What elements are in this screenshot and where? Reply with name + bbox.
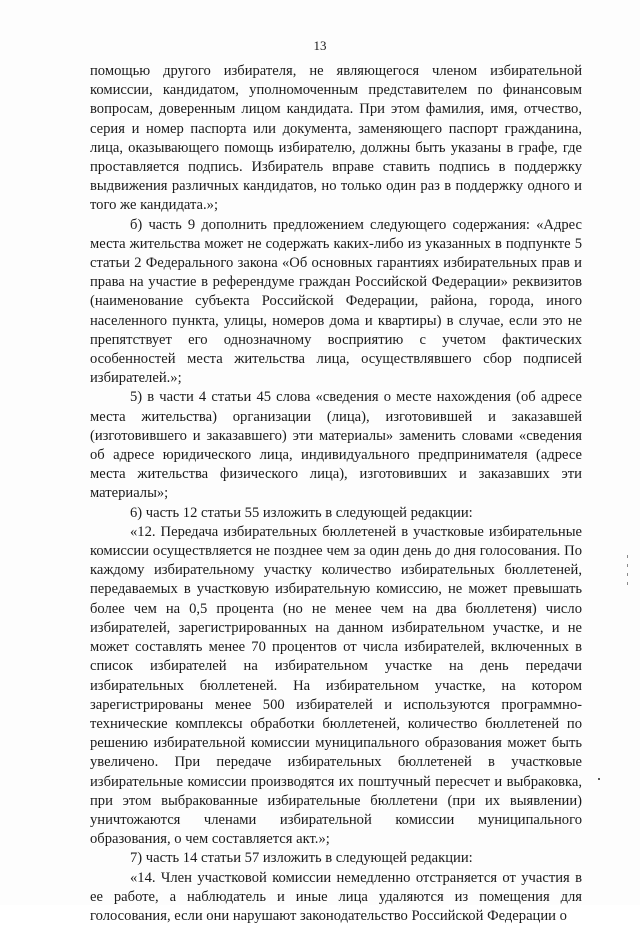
scan-margin-marks — [626, 555, 630, 595]
paragraph-part-12: «12. Передача избирательных бюллетеней в участковые избирательные комиссии осуществляется не позднее чем за один день до дня голосования. По каждому избирательному участку количество избирательных бюллетеней, передаваемых в участковую избирательную комиссию, не может превышать более чем на 0,5 процента (но не менее чем на два бюллетеня) число избирателей, зарегистрированных на данном избирательном участке, и не может составлять менее 70 процентов от числа избирателей, включенных в список избирателей на избирательном участке на день передачи избирательных бюллетеней. На избирательном участке, на котором зарегистрированы менее 500 избирателей и используются программно-технические комплексы обработки бюллетеней, количество бюллетеней по решению избирательной комиссии муниципального образования может быть увеличено. При передаче избирательных бюллетеней в участковые избирательные комиссии производятся их поштучный пересчет и выбраковка, при этом выбракованные избирательные бюллетени (при их выявлении) уничтожаются членами избирательной комиссии муниципального образования, о чем составляется акт.»; — [90, 523, 582, 848]
paragraph-item-7: 7) часть 14 статьи 57 изложить в следующей редакции: — [130, 850, 473, 867]
paragraph-part-14: «14. Член участковой комиссии немедленно отстраняется от участия в ее работе, а наблюдатель и иные лица удаляются из помещения для голосования, если они нарушают законодательство Российской Федерации о — [90, 869, 582, 924]
document-body — [90, 62, 582, 926]
page-number: 13 — [313, 38, 327, 53]
paragraph-item-5: 5) в части 4 статьи 45 слова «сведения о месте нахождения (об адресе места жительства) организации (лица), изготовившей и заказавшей (изготовившего и заказавшего) эти материалы» заменить словами «сведения об адресе юридического лица, индивидуального предпринимателя (адресе места жительства физического лица), изготовивших и заказавших эти материалы»; — [90, 389, 582, 502]
paragraph-amendment-b: б) часть 9 дополнить предложением следующего содержания: «Адрес места жительства может не содержать каких-либо из указанных в подпункте 5 статьи 2 Федерального закона «Об основных гарантиях избирательных прав и права на участие в референдуме граждан Российской Федерации» реквизитов (наименование субъекта Российской Федерации, района, города, иного населенного пункта, улицы, номеров дома и квартиры) в случае, если это не препятствует его однозначному восприятию с учетом фактических особенностей места жительства лица, осуществлявшего сбор подписей избирателей.»; — [90, 216, 582, 387]
scan-dot — [598, 778, 600, 780]
paragraph-continuation: помощью другого избирателя, не являющегося членом избирательной комиссии, кандидатом, уполномоченным представителем по финансовым вопросам, доверенным лицом кандидата. При этом фамилия, имя, отчество, серия и номер паспорта или документа, заменяющего паспорт гражданина, лица, оказывающего помощь избирателю, должны быть указаны в графе, где проставляется подпись. Избиратель вправе ставить подпись в поддержку выдвижения различных кандидатов, но только один раз в поддержку одного и того же кандидата.»; — [90, 63, 582, 214]
paragraph-item-6: 6) часть 12 статьи 55 изложить в следующей редакции: — [130, 504, 473, 521]
